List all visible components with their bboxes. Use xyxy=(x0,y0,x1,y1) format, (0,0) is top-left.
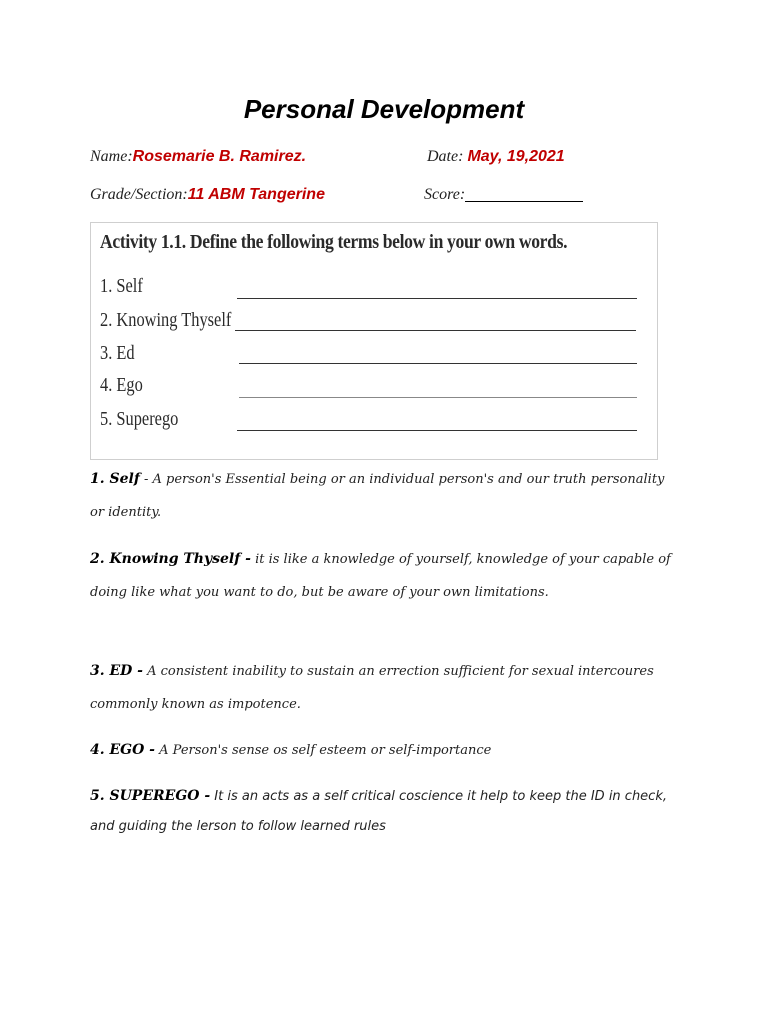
date-field xyxy=(427,148,565,166)
term-knowing-thyself: 2. Knowing Thyself xyxy=(100,309,232,331)
answer-label: 4. EGO - xyxy=(90,742,155,758)
term-ed: 3. Ed xyxy=(100,342,135,364)
answer-text: - A person's Essential being or an individual person's and our truth personality or identity. xyxy=(90,472,665,520)
answer-label: 2. Knowing Thyself - xyxy=(90,551,251,567)
blank-line-4 xyxy=(239,397,637,398)
name-label: Name: xyxy=(90,148,133,165)
activity-image xyxy=(90,222,658,460)
answer-text: A consistent inability to sustain an errection sufficient for sexual intercoures commonly known as impotence. xyxy=(90,664,654,712)
answer-text: it is like a knowledge of yourself, knowledge of your capable of doing like what you want to do, but be aware of your own limitations. xyxy=(90,552,671,600)
score-blank xyxy=(465,187,583,202)
answer-label: 1. Self xyxy=(90,471,140,487)
page-title: Personal Development xyxy=(243,94,525,124)
answer-text: It is an acts as a self critical coscience it help to keep the ID in check, and guiding the lerson to follow learned rules xyxy=(90,789,667,834)
answer-knowing-thyself xyxy=(90,543,680,609)
grade-label: Grade/Section: xyxy=(90,186,188,203)
grade-value: 11 ABM Tangerine xyxy=(187,186,325,203)
answer-ego xyxy=(90,734,680,767)
blank-line-1 xyxy=(237,298,637,299)
date-label: Date: xyxy=(427,148,464,165)
answer-label: 3. ED - xyxy=(90,663,143,679)
score-field xyxy=(424,186,583,204)
answer-label: 5. SUPEREGO - xyxy=(90,788,211,804)
activity-header: Activity 1.1. Define the following terms below in your own words. xyxy=(100,231,568,253)
name-field xyxy=(90,148,306,166)
blank-line-2 xyxy=(235,330,636,331)
date-value: May, 19,2021 xyxy=(467,148,565,165)
answer-text: A Person's sense os self esteem or self-importance xyxy=(155,743,492,758)
answer-ed xyxy=(90,655,680,721)
grade-section-field xyxy=(90,186,325,204)
blank-line-5 xyxy=(237,430,637,431)
name-value: Rosemarie B. Ramirez. xyxy=(132,148,307,165)
term-superego: 5. Superego xyxy=(100,408,179,430)
answer-superego xyxy=(90,781,680,842)
blank-line-3 xyxy=(239,363,637,364)
term-self: 1. Self xyxy=(100,275,143,297)
score-label: Score: xyxy=(424,186,466,203)
answer-self xyxy=(90,463,680,529)
term-ego: 4. Ego xyxy=(100,374,143,396)
